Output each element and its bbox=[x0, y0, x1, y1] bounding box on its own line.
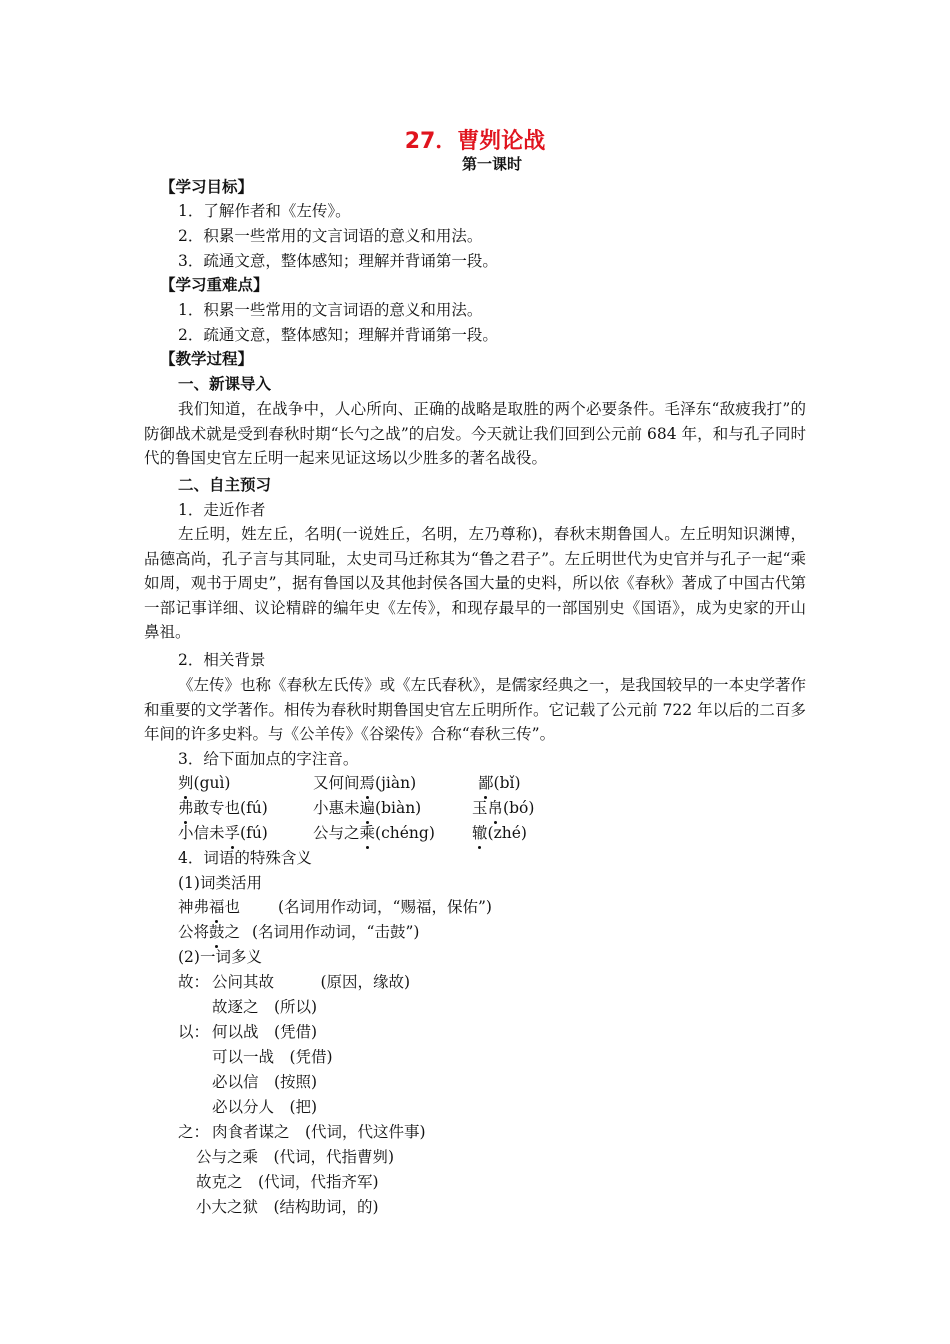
background-paragraph: 《左传》也称《春秋左氏传》或《左氏春秋》，是儒家经典之一，是我国较早的一本史学著作和重要的文学著作。相传为春秋时期鲁国史官左丘明所作。它记载了公元前 722 年以后的二百多年间的许多史料。与《公羊传》《谷梁传》合称“春秋三传”。 bbox=[144, 676, 806, 743]
class-change-note: (名词用作动词，“击鼓”) bbox=[252, 923, 420, 941]
polysemy-line: 故克之 (代词，代指齐军) bbox=[196, 1173, 379, 1191]
pinyin-item: 玉帛(bó) bbox=[472, 799, 535, 817]
intro-paragraph: 我们知道，在战争中，人心所向、正确的战略是取胜的两个必要条件。毛泽东“敌疲我打”的防御战术就是受到春秋时期“长勺之战”的启发。今天就让我们回到公元前 684 年，和与孔子同时代的鲁国史官左丘明一起来见证这场以少胜多的著名战役。 bbox=[144, 400, 806, 467]
polysemy-word: 之： bbox=[178, 1123, 210, 1141]
goal-item-2: 2．积累一些常用的文言词语的意义和用法。 bbox=[178, 227, 483, 245]
goal-item-3: 3．疏通文意，整体感知；理解并背诵第一段。 bbox=[178, 252, 498, 270]
polysemy-line: 必以分人 (把) bbox=[212, 1098, 318, 1116]
polysemy-word: 以： bbox=[178, 1023, 210, 1041]
pinyin-item: 公与之乘(chéng) bbox=[313, 824, 435, 842]
polysemy-line: 何以战 (凭借) bbox=[212, 1023, 318, 1041]
meaning-heading: 4．词语的特殊含义 bbox=[178, 849, 312, 867]
polysemy-line: 必以信 (按照) bbox=[212, 1073, 318, 1091]
polysemy-line: 公与之乘 (代词，代指曹刿) bbox=[196, 1148, 395, 1166]
key-point-item-2: 2．疏通文意，整体感知；理解并背诵第一段。 bbox=[178, 326, 498, 344]
pinyin-item: 弗敢专也(fú) bbox=[178, 799, 268, 817]
polysemy-line: 肉食者谋之 (代词，代这件事) bbox=[212, 1123, 426, 1141]
class-change-item: 神弗福也 bbox=[178, 898, 241, 916]
lesson-subtitle: 第一课时 bbox=[461, 155, 522, 173]
polysemy-line: 可以一战 (凭借) bbox=[212, 1048, 333, 1066]
author-heading: 1．走近作者 bbox=[178, 501, 266, 519]
pinyin-item: 辙(zhé) bbox=[472, 824, 527, 842]
author-paragraph: 左丘明，姓左丘，名明(一说姓丘，名明，左乃尊称)，春秋末期鲁国人。左丘明知识渊博，品德高尚，孔子言与其同耻，太史司马迁称其为“鲁之君子”。左丘明世代为史官并与孔子一起“乘如周，观书于周史”，据有鲁国以及其他封侯各国大量的史料，所以依《春秋》著成了中国古代第一部记事详细、议论精辟的编年史《左传》，和现存最早的一部国别史《国语》，成为史家的开山鼻祖。 bbox=[144, 525, 806, 641]
class-change-note: (名词用作动词，“赐福，保佑”) bbox=[278, 898, 492, 916]
pinyin-grid bbox=[178, 772, 798, 852]
class-change-item: 公将鼓之 bbox=[178, 923, 241, 941]
pinyin-item: 小惠未遍(biàn) bbox=[313, 799, 422, 817]
pinyin-item: 刿(guì) bbox=[178, 774, 231, 792]
process-heading: 【教学过程】 bbox=[160, 350, 254, 368]
class-change-heading: (1)词类活用 bbox=[178, 874, 262, 892]
pinyin-item: 鄙(bǐ) bbox=[478, 774, 521, 792]
pinyin-item: 又何间焉(jiàn) bbox=[313, 774, 417, 792]
goal-item-1: 1．了解作者和《左传》。 bbox=[178, 202, 351, 220]
key-point-item-1: 1．积累一些常用的文言词语的意义和用法。 bbox=[178, 301, 483, 319]
key-points-heading: 【学习重难点】 bbox=[160, 276, 269, 294]
pinyin-heading: 3．给下面加点的字注音。 bbox=[178, 750, 359, 768]
background-heading: 2．相关背景 bbox=[178, 651, 266, 669]
polysemy-line: 小大之狱 (结构助词，的) bbox=[196, 1198, 379, 1216]
intro-heading: 一、新课导入 bbox=[178, 375, 272, 393]
polysemy-line: 故逐之 (所以) bbox=[212, 998, 318, 1016]
polysemy-word: 故： bbox=[178, 973, 210, 991]
lesson-title: 27．曹刿论战 bbox=[404, 129, 546, 154]
polysemy-line: 公问其故 (原因，缘故) bbox=[212, 973, 411, 991]
polysemy-heading: (2)一词多义 bbox=[178, 948, 262, 966]
preview-heading: 二、自主预习 bbox=[178, 476, 272, 494]
goals-heading: 【学习目标】 bbox=[160, 178, 254, 196]
pinyin-item: 小信未孚(fú) bbox=[178, 824, 268, 842]
